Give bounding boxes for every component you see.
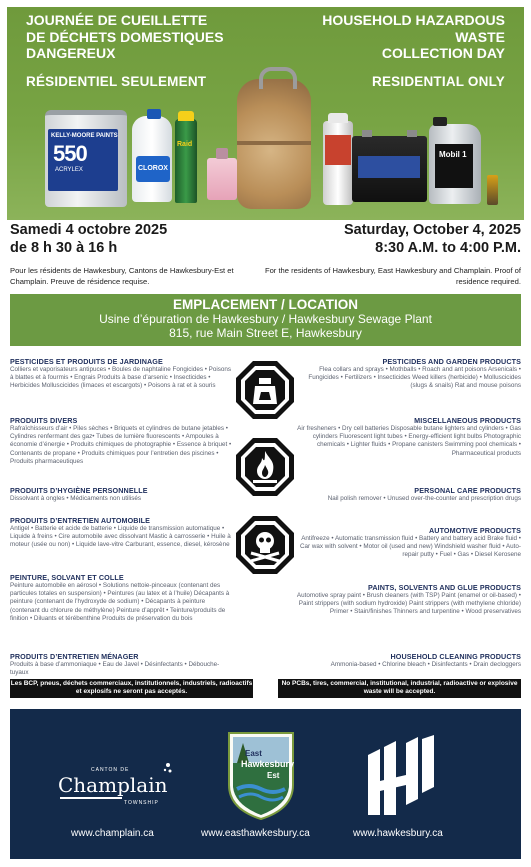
date-en-time: 8:30 A.M. to 4:00 P.M. (375, 239, 521, 256)
category-title: PERSONAL CARE PRODUCTS (414, 486, 521, 495)
category-items: Dissolvant à ongles • Médicaments non utilisés (10, 495, 142, 502)
residential-only-en: RESIDENTIAL ONLY (372, 74, 505, 89)
east-hawkesbury-logo (225, 729, 297, 821)
car-battery-image (352, 136, 427, 202)
not-accepted-warning-fr: Les BCP, pneus, déchets commerciaux, institutionnels, industriels, radioactifs et explosifs ne seront pas acceptés. (10, 679, 253, 698)
category-title: PEINTURE, SOLVANT ET COLLE (10, 573, 124, 582)
title-en-line: WASTE (455, 28, 505, 45)
east-text: East (245, 749, 262, 758)
category-title: MISCELLANEOUS PRODUCTS (414, 416, 521, 425)
date-fr-day: Samedi 4 octobre 2025 (10, 222, 168, 238)
date-fr-time: de 8 h 30 à 16 h (10, 239, 118, 256)
paint-line-text: ACRYLEX (55, 167, 83, 173)
location-plant: Usine d’épuration de Hawkesbury / Hawkesbury Sewage Plant (99, 312, 432, 326)
hawkesbury-logo-icon (362, 735, 442, 817)
oil-brand-text: Mobil 1 (439, 150, 467, 159)
category-title: PRODUITS DIVERS (10, 416, 78, 425)
title-fr-line: DANGEREUX (26, 45, 116, 61)
category-en (296, 652, 521, 669)
category-items: Ammonia-based • Chlorine bleach • Disinfectants • Drain decloggers (330, 661, 521, 668)
location-address: 815, rue Main Street E, Hawkesbury (169, 326, 362, 340)
date-fr (10, 222, 167, 257)
bleach-jug-image (132, 116, 172, 202)
category-items: Air fresheners • Dry cell batteries Disposable butane lighters and cylinders • Gas cylinders Fluorescent light tubes • Energy-efficient light bulbs Photographic chemicals • Lighter fluids • Propane canisters Swimming pool chemicals • Pharmaceutical products (297, 425, 521, 457)
spray-paint-can-image (323, 121, 353, 205)
category-title: HOUSEHOLD CLEANING PRODUCTS (390, 652, 521, 661)
category-items: Peinture automobile en aérosol • Solutions nettoie-pinceaux (contenant des particules totales en suspension) • Peintures (au latex et à l’huile) Décapants à peinture (contenant de l’hydroxyde de sodium) • Décapants à peinture (contenant du chlorure de méthylène) Peinture d’apprêt • Teinture/produits de finition • Diluants et térébenthine Produits de préservation du bois (10, 582, 230, 622)
category-en (296, 357, 521, 391)
perfume-bottle-image (207, 158, 237, 200)
footer (10, 709, 521, 859)
category-items: Automotive spray paint • Brush cleaners (with TSP) Paint (enamel or oil-based) • Paint strippers (with sodium hydroxide) Paint strippers (with methylene chloride) Primer • Stain/finishes Thinners and turpentine • Wood preservatives (296, 592, 521, 616)
category-title: PRODUITS D’ENTRETIEN AUTOMOBILE (10, 516, 151, 525)
date-en (344, 222, 521, 257)
champlain-underline (60, 797, 122, 799)
category-items: Antigel • Batterie et acide de batterie • Liquide de transmission automatique • Liquide à freins • Cire automobile avec dissolvant Mastic à carrosserie • Huile à moteur (usée ou non) • Liquide lave-vitre Carburant, essence, diesel, kérosène (10, 525, 231, 549)
banner-title-fr (26, 12, 224, 62)
banner (7, 7, 524, 220)
title-en-line: HOUSEHOLD HAZARDOUS (322, 12, 505, 28)
category-title: PRODUITS D’ENTRETIEN MÉNAGER (10, 652, 139, 661)
category-en (296, 526, 521, 560)
location-bar (10, 294, 521, 346)
hawkesbury-text: Hawkesbury (241, 759, 295, 769)
category-fr (10, 516, 235, 550)
champlain-url-link[interactable]: www.champlain.ca (71, 828, 154, 839)
category-title: PESTICIDES ET PRODUITS DE JARDINAGE (10, 357, 163, 366)
category-title: PAINTS, SOLVENTS AND GLUE PRODUCTS (367, 583, 521, 592)
category-items: Nail polish remover • Unused over-the-counter and prescription drugs (327, 495, 521, 502)
paint-can-image (45, 110, 127, 207)
insecticide-can-image (175, 119, 197, 203)
est-text: Est (267, 771, 280, 780)
category-title: AUTOMOTIVE PRODUCTS (428, 526, 521, 535)
category-fr (10, 573, 235, 623)
flammable-hazard-icon (235, 437, 295, 497)
propane-tank-image (237, 79, 311, 209)
champlain-small-text: CANTON DE (91, 767, 130, 773)
motor-oil-jug-image (429, 124, 481, 204)
date-en-day: Saturday, October 4, 2025 (343, 222, 521, 238)
champlain-dots-icon (154, 761, 174, 781)
category-fr (10, 486, 235, 503)
category-fr (10, 357, 235, 391)
title-fr-line: JOURNÉE DE CUEILLETTE (26, 12, 208, 28)
east-hawkesbury-url-link[interactable]: www.easthawkesbury.ca (201, 828, 310, 839)
category-en (296, 416, 521, 458)
champlain-township-text: TOWNSHIP (124, 800, 159, 806)
title-en-line: COLLECTION DAY (381, 45, 505, 61)
banner-title-en (322, 12, 505, 62)
category-items: Produits à base d’ammoniaque • Eau de Javel • Désinfectants • Débouche-tuyaux (10, 661, 220, 677)
location-heading: EMPLACEMENT / LOCATION (173, 297, 358, 312)
champlain-name: Champlain (58, 773, 168, 797)
toxic-skull-hazard-icon (235, 515, 295, 575)
title-fr-line: DE DÉCHETS DOMESTIQUES (26, 28, 224, 45)
category-fr (10, 416, 235, 466)
category-fr (10, 652, 235, 677)
category-items: Antifreeze • Automatic transmission fluid • Battery and battery acid Brake fluid • Car wax with solvent • Motor oil (used and new) Windshield washer fluid • Auto-repair putty • Fuel • Gas • Diesel Kerosene (299, 535, 521, 559)
residential-only-fr: RÉSIDENTIEL SEULEMENT (26, 74, 207, 89)
hawkesbury-url-link[interactable]: www.hawkesbury.ca (353, 828, 443, 839)
bleach-brand-text: CLOROX (138, 165, 168, 172)
residence-note-en: For the residents of Hawkesbury, East Hawkesbury and Champlain. Proof of residence required. (264, 266, 521, 286)
paint-brand-text: KELLY-MOORE PAINTS (51, 133, 118, 139)
aa-battery-image (487, 175, 498, 205)
category-en (296, 583, 521, 617)
residence-note-fr: Pour les résidents de Hawkesbury, Cantons de Hawkesbury-Est et Champlain. Preuve de résidence requise. (10, 266, 234, 286)
category-title: PESTICIDES AND GARDEN PRODUCTS (382, 357, 521, 366)
category-items: Rafraîchisseurs d’air • Piles sèches • Briquets et cylindres de butane jetables • Cylindres renfermant des gaz• Tubes de lumière fluorescents • Ampoules à économie d’énergie • Produits chimiques de photographie • Essence à briquet • Contenants de propane • Produits chimiques pour l’entretien des piscines • Produits pharmaceutiques (10, 425, 232, 465)
paint-number-text: 550 (53, 141, 87, 166)
category-title: PRODUITS D’HYGIÈNE PERSONNELLE (10, 486, 148, 495)
category-items: Colliers et vaporisateurs antipuces • Boules de naphtaline Fongicides • Poisons à blattes et à fourmis • Engrais Produits à base d’arsenic • Insecticides • Herbicides Molluscicides (limaces et escargots) • Poisons à rat et à souris (10, 366, 232, 390)
insecticide-brand-text: Raid (177, 141, 193, 148)
not-accepted-warning-en: No PCBs, tires, commercial, institutional, industrial, radioactive or explosive waste will be accepted. (278, 679, 521, 698)
east-hawkesbury-crest-icon (225, 729, 297, 821)
champlain-logo (58, 767, 188, 817)
poison-hazard-icon (235, 360, 295, 420)
category-en (296, 486, 521, 503)
category-items: Flea collars and sprays • Mothballs • Roach and ant poisons Arsenicals • Fungicides • Fertilizers • Insecticides Weed killers (herbicide) • Molluscicides (slugs & snails) Rat and mouse poisons (308, 366, 521, 390)
